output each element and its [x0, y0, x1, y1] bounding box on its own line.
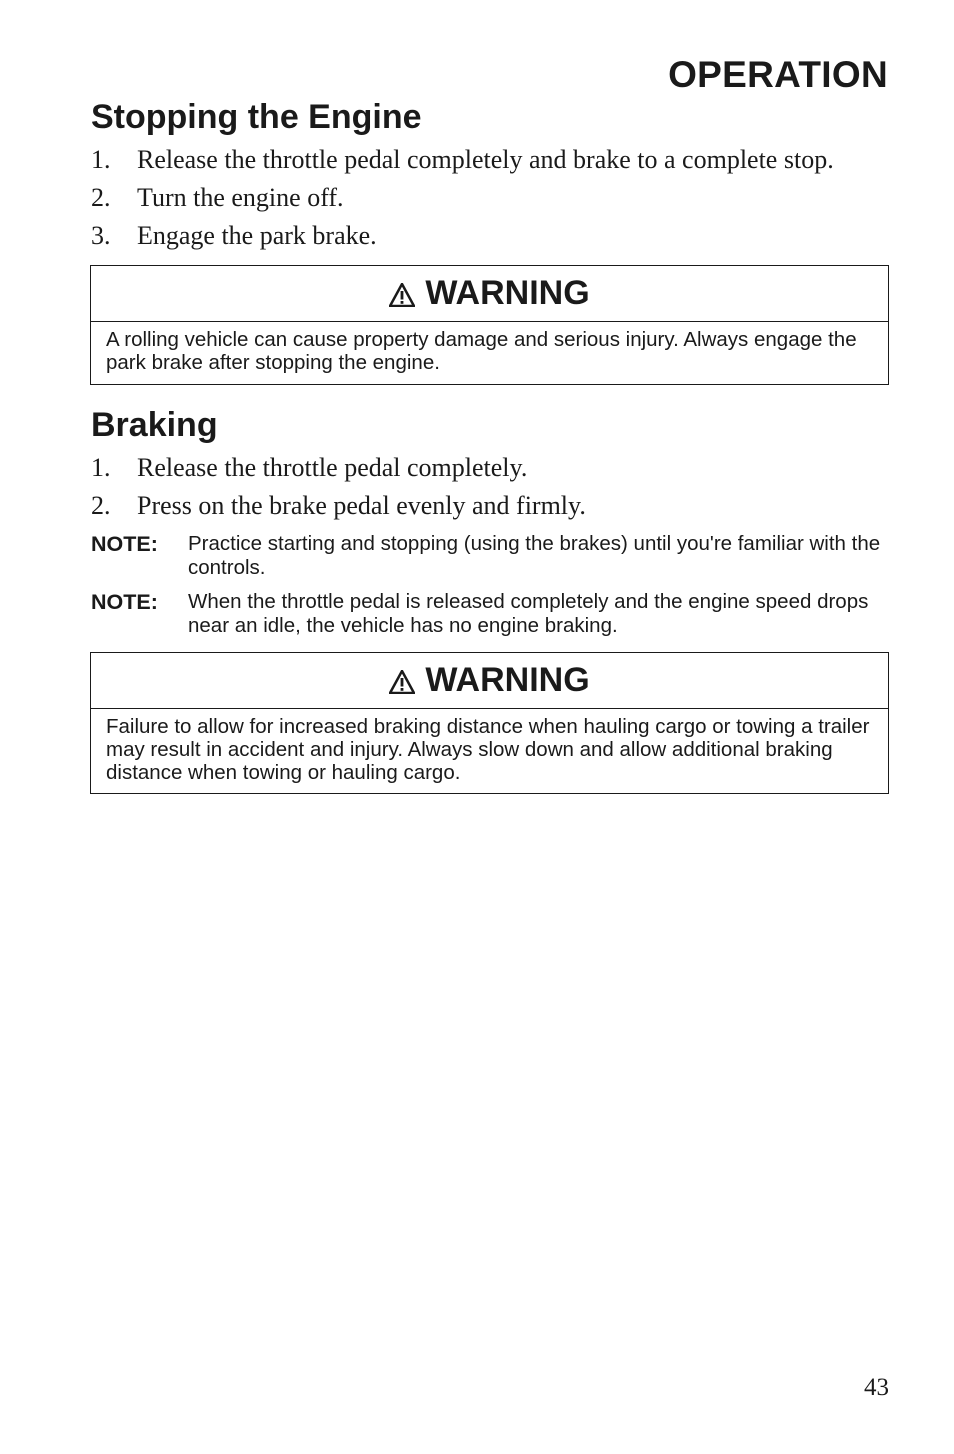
note-label: NOTE:: [91, 590, 158, 614]
step-text: Release the throttle pedal completely and brake to a complete stop.: [137, 145, 834, 174]
note-text: When the throttle pedal is released completely and the engine speed drops near an idle, the vehicle has no engine braking.: [188, 590, 869, 637]
note-text: Practice starting and stopping (using the brakes) until you're familiar with the controls.: [188, 532, 881, 579]
step-text: Engage the park brake.: [137, 221, 377, 250]
warning-box-park-brake: [90, 265, 889, 385]
warning-triangle-icon: [389, 670, 415, 694]
list-item: [91, 453, 891, 491]
chapter-title: OPERATION: [668, 54, 888, 95]
warning-title: WARNING: [425, 661, 590, 699]
warning-triangle-icon: [389, 283, 415, 307]
list-item: [91, 221, 891, 259]
note-label: NOTE:: [91, 532, 158, 556]
warning-box-braking-distance: [90, 652, 889, 794]
warning-text: A rolling vehicle can cause property damage and serious injury. Always engage the park brake after stopping the engine.: [106, 328, 857, 374]
list-item: [91, 183, 891, 221]
note-practice-braking: [91, 532, 891, 580]
step-number: 1.: [91, 145, 111, 174]
section-heading-stopping-engine: Stopping the Engine: [91, 98, 422, 136]
step-text: Release the throttle pedal completely.: [137, 453, 528, 482]
stopping-steps-list: [91, 145, 891, 259]
section-heading-braking: Braking: [91, 406, 218, 444]
warning-header: [91, 266, 888, 322]
step-text: Turn the engine off.: [137, 183, 344, 212]
step-number: 2.: [91, 183, 111, 212]
step-number: 1.: [91, 453, 111, 482]
warning-title: WARNING: [425, 274, 590, 312]
warning-header: [91, 653, 888, 709]
braking-steps-list: [91, 453, 891, 529]
step-number: 3.: [91, 221, 111, 250]
list-item: [91, 491, 891, 529]
warning-text: Failure to allow for increased braking distance when hauling cargo or towing a trailer may result in accident and injury. Always slow down and allow additional braking distance when towing or hauling cargo.: [106, 715, 870, 784]
list-item: [91, 145, 891, 183]
step-number: 2.: [91, 491, 111, 520]
step-text: Press on the brake pedal evenly and firmly.: [137, 491, 586, 520]
note-engine-braking: [91, 590, 891, 638]
page-number: 43: [864, 1374, 889, 1401]
